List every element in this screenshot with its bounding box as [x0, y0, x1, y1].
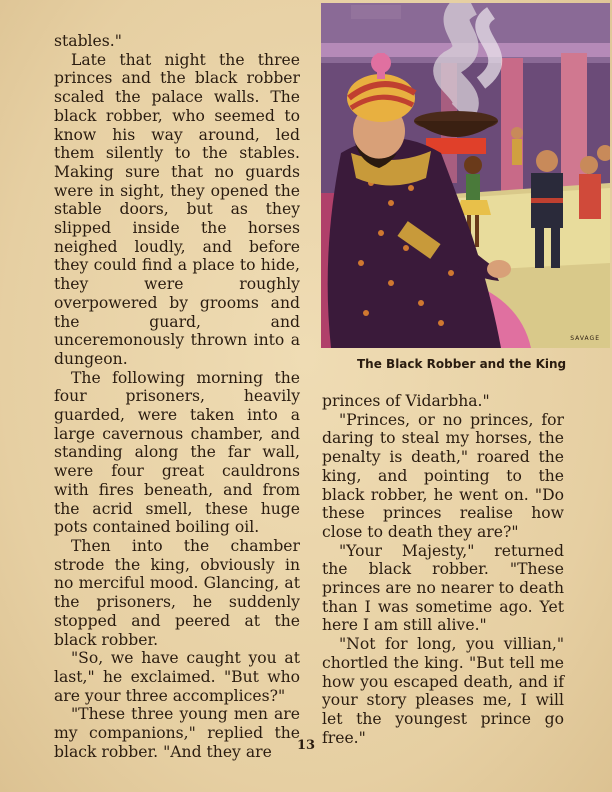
paragraph: "Your Majesty," returned the black robber. "These princes are no nearer to death than I was sometime ago. Yet here I am still alive." — [322, 541, 564, 635]
left-text-column — [54, 32, 300, 761]
paragraph: "These three young men are my companions," replied the black robber. "And they are — [54, 705, 300, 761]
page-number: 13 — [296, 738, 316, 753]
illustration-caption: The Black Robber and the King — [357, 357, 567, 371]
paragraph: "Not for long, you villian," chortled the king. "But tell me how you escaped death, and if your story pleases me, I will let the youngest prince go free." — [322, 635, 564, 747]
paragraph: "So, we have caught you at last," he exclaimed. "But who are your three accomplices?" — [54, 649, 300, 705]
right-text-column — [322, 392, 564, 747]
illustration-art — [321, 3, 610, 348]
illustration-king-and-robber — [321, 3, 610, 348]
paragraph: Then into the chamber strode the king, obviously in no merciful mood. Glancing, at the prisoners, he suddenly stopped and peered at the black robber. — [54, 536, 300, 649]
paragraph: princes of Vidarbha." — [322, 392, 490, 410]
paragraph: The following morning the four prisoners, heavily guarded, were taken into a large cavernous chamber, and standing along the far wall, were four great cauldrons with fires beneath, and from the acrid smell, these huge pots contained boiling oil. — [54, 368, 300, 537]
paragraph: Late that night the three princes and the black robber scaled the palace walls. The black robber, who seemed to know his way around, led them silently to the stables. Making sure that no guards were in sight, they opened the stable doors, but as they slipped inside the horses neighed loudly, and before they could find a place to hide, they were roughly overpowered by grooms and the guard, and unceremonously thrown into a dungeon. — [54, 50, 300, 368]
paragraph: stables." — [54, 32, 122, 50]
paragraph: "Princes, or no princes, for daring to steal my horses, the penalty is death," roared the king, and pointing to the black robber, he went on. "Do these princes realise how close to death they are?" — [322, 410, 564, 541]
artist-signature: SAVAGE — [570, 335, 600, 342]
